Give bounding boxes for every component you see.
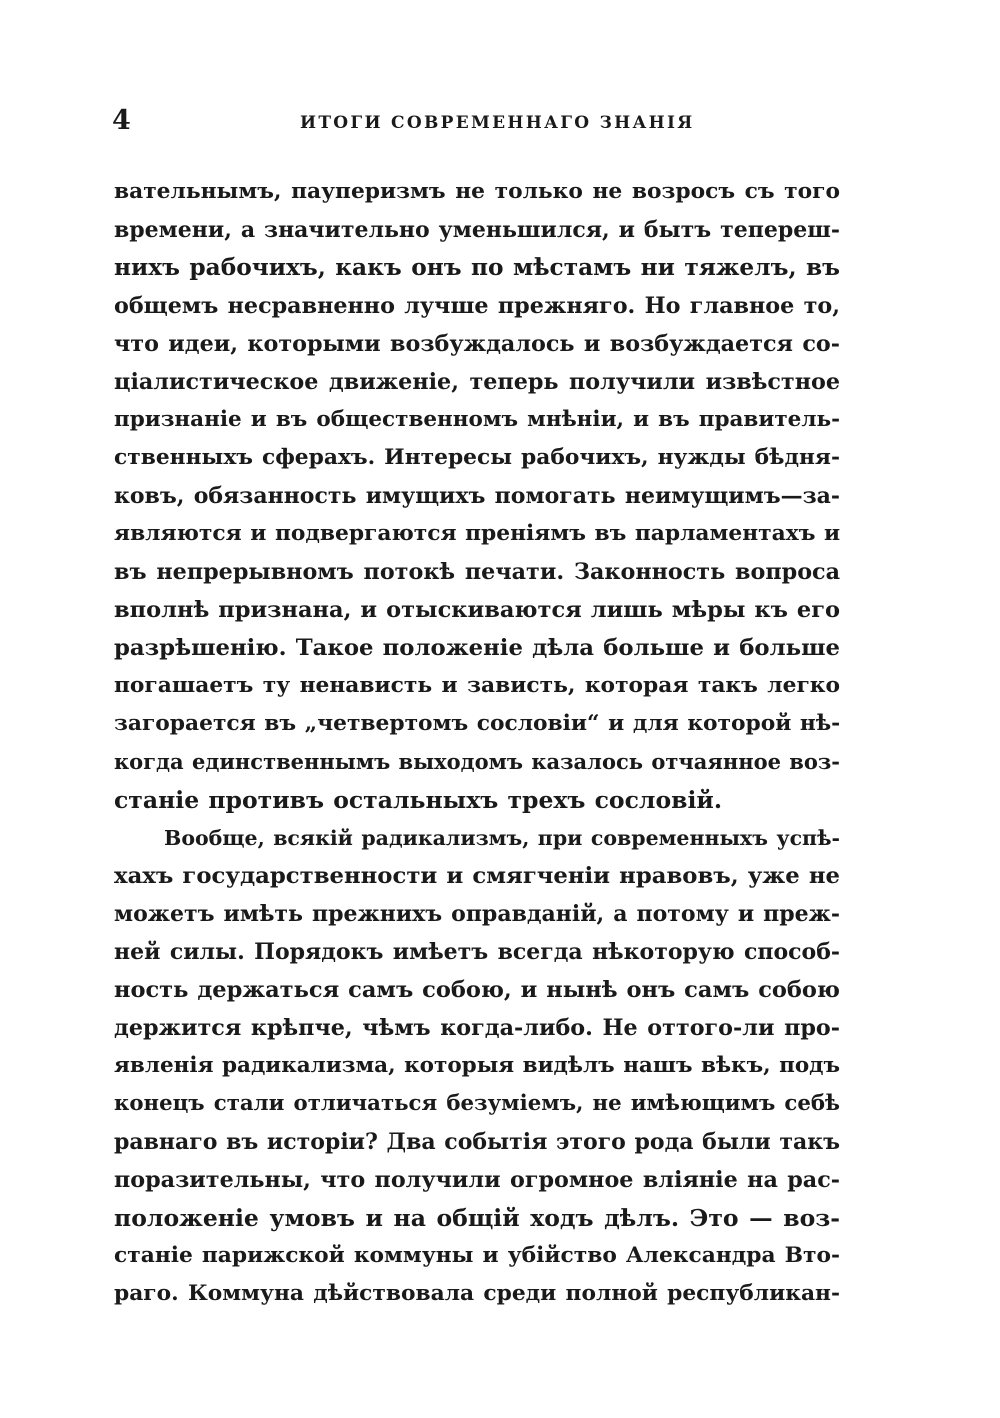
text-line: поразительны, что получили огромное вліяніе на рас- [114, 1167, 840, 1193]
text-line: раго. Коммуна дѣйствовала среди полной республикан- [114, 1281, 840, 1306]
text-line: явленія радикализма, которыя видѣлъ нашъ вѣкъ, подъ [114, 1053, 840, 1078]
text-line: времени, а значительно уменьшился, и бытъ теперeш- [114, 217, 840, 243]
text-line: когда единственнымъ выходомъ казалось отчаянное воз- [114, 749, 840, 774]
text-line: ность держаться самъ собою, и нынѣ онъ самъ собою [114, 977, 840, 1003]
text-line: что идеи, которыми возбуждалось и возбуждается со- [114, 331, 840, 357]
text-line: положеніе умовъ и на общій ходъ дѣлъ. Это — воз- [114, 1204, 840, 1232]
text-line: общемъ несравненно лучше прежняго. Но главное то, [114, 293, 840, 319]
text-line: конецъ стали отличаться безуміемъ, не имѣющимъ себѣ [114, 1091, 840, 1116]
running-title: ИТОГИ СОВРЕМЕННАГО ЗНАНІЯ [300, 113, 695, 133]
text-line: погашаетъ ту ненависть и зависть, которая такъ легко [114, 673, 840, 698]
text-line: ковъ, обязанность имущихъ помогать неимущимъ—за- [114, 483, 840, 509]
text-line: станіе противъ остальныхъ трехъ сословій. [114, 786, 723, 814]
text-line: равнаго въ исторіи? Два событія этого рода были такъ [114, 1129, 841, 1155]
paragraph-1 [114, 173, 840, 819]
text-line: можетъ имѣть прежнихъ оправданій, а потому и преж- [114, 901, 840, 927]
text-line: являются и подвергаются преніямъ въ парламентахъ и [114, 521, 841, 546]
text-line: вательнымъ, пауперизмъ не только не возросъ съ того [114, 179, 840, 204]
page-number: 4 [112, 105, 131, 136]
text-line: вполнѣ признана, и отыскиваются лишь мѣры къ его [114, 597, 840, 623]
text-line: разрѣшенію. Такое положеніе дѣла больше и больше [114, 635, 840, 661]
text-line: въ непрерывномъ потокѣ печати. Законность вопроса [114, 559, 840, 585]
text-line: Вообще, всякій радикализмъ, при современныхъ успѣ- [164, 826, 840, 850]
body-text [114, 173, 840, 1313]
text-line: держится крѣпче, чѣмъ когда-либо. Не оттого-ли про- [114, 1015, 840, 1041]
text-line: ственныхъ сферахъ. Интересы рабочихъ, нужды бѣдня- [114, 445, 840, 470]
paragraph-2 [114, 819, 840, 1313]
text-line: ней силы. Порядокъ имѣетъ всегда нѣкоторую способ- [114, 939, 840, 965]
text-line: нихъ рабочихъ, какъ онъ по мѣстамъ ни тяжелъ, въ [114, 254, 840, 281]
text-line: загорается въ „четвертомъ сословіи“ и для которой нѣ- [114, 711, 841, 736]
text-line: ціалистическое движеніе, теперь получили извѣстное [114, 369, 840, 395]
text-line: станіе парижской коммуны и убійство Александра Вто- [114, 1243, 840, 1268]
text-line: хахъ государственности и смягченіи нравовъ, уже не [114, 863, 840, 889]
text-line: признаніе и въ общественномъ мнѣніи, и въ правитель- [114, 407, 840, 432]
